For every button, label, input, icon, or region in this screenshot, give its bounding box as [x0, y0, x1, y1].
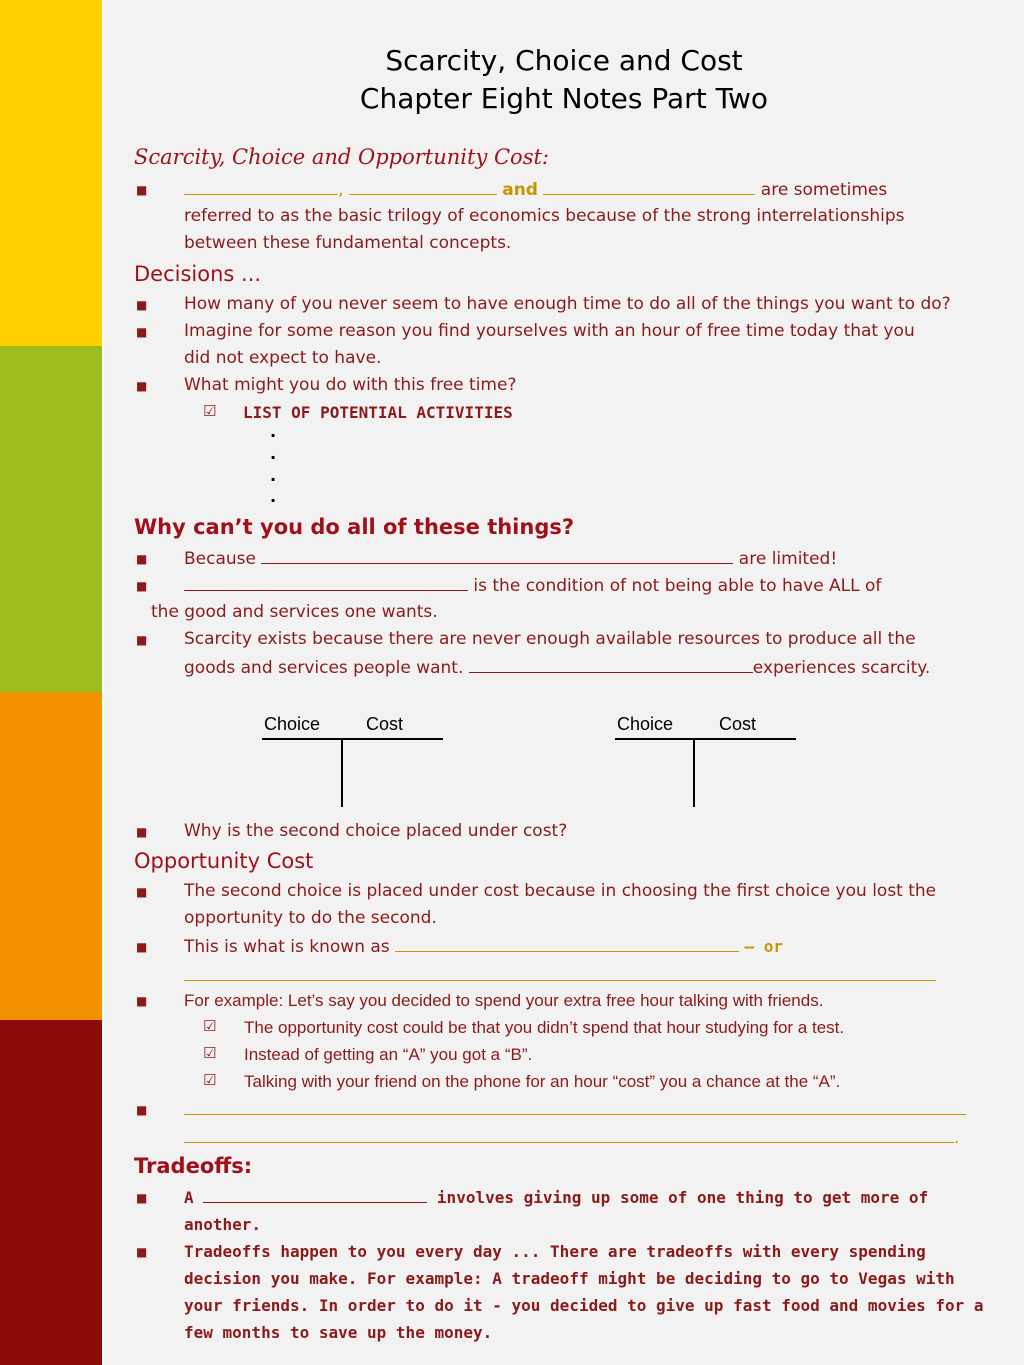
text: are sometimes — [760, 180, 888, 200]
t-chart-stem — [341, 740, 343, 807]
blank-underline — [395, 933, 739, 952]
t-chart-choice-label: Choice — [264, 714, 321, 734]
text: is the condition of not being able to have ALL of — [473, 576, 882, 596]
t-chart-choice-label: Choice — [617, 714, 674, 734]
or-text: – or — [744, 937, 783, 956]
square-bullet-icon: ■ — [136, 183, 148, 197]
blank-underline — [184, 572, 468, 591]
section-heading-opportunity-cost: Opportunity Cost — [134, 849, 314, 873]
text-line: Tradeoffs happen to you every day ... There are tradeoffs with every spending — [184, 1242, 926, 1261]
text-line: between these fundamental concepts. — [184, 233, 512, 253]
section-heading-why: Why can’t you do all of these things? — [134, 515, 575, 539]
text: are limited! — [738, 549, 838, 569]
square-bullet-icon: ■ — [136, 1191, 148, 1205]
text-line: Why is the second choice placed under cost? — [184, 821, 568, 841]
blank-underline — [543, 176, 755, 195]
square-bullet-icon: ■ — [136, 994, 148, 1008]
text-line: opportunity to do the second. — [184, 908, 437, 928]
page-subtitle: Chapter Eight Notes Part Two — [359, 82, 769, 115]
list-dot: . — [270, 422, 277, 441]
text-line: Scarcity exists because there are never enough available resources to produce all the — [184, 629, 916, 649]
checkbox-checked-icon: ☑ — [203, 1044, 217, 1062]
blank-underline — [349, 176, 497, 195]
t-chart-bar — [615, 738, 796, 740]
blank-underline — [184, 1096, 966, 1115]
text-line: The second choice is placed under cost because in choosing the first choice you lost the — [184, 881, 937, 901]
checkbox-checked-icon: ☑ — [203, 1071, 217, 1089]
stripe-divider — [102, 0, 104, 1365]
blank-line — [184, 1124, 959, 1152]
square-bullet-icon: ■ — [136, 552, 148, 566]
period: . — [954, 1128, 960, 1148]
checkbox-checked-icon: ☑ — [203, 1017, 217, 1035]
list-dot: . — [270, 444, 277, 463]
text-line — [184, 1184, 928, 1211]
section-heading-decisions: Decisions ... — [134, 262, 262, 286]
t-chart-cost-label: Cost — [719, 714, 757, 734]
text-line — [184, 933, 783, 961]
blank-underline — [184, 176, 338, 195]
square-bullet-icon: ■ — [136, 885, 148, 899]
page-title: Scarcity, Choice and Cost — [385, 44, 743, 77]
list-dot: . — [270, 466, 277, 485]
comma: , — [338, 180, 344, 200]
t-chart-stem — [693, 740, 695, 807]
text-line: the good and services one wants. — [151, 602, 438, 622]
activities-label: LIST OF POTENTIAL ACTIVITIES — [243, 403, 513, 422]
text-line: Talking with your friend on the phone for an hour “cost” you a chance at the “A”. — [244, 1072, 841, 1091]
text-line: few months to save up the money. — [184, 1323, 493, 1342]
blank-line — [184, 176, 887, 204]
list-dot: . — [270, 487, 277, 506]
blank-underline — [184, 962, 936, 981]
square-bullet-icon: ■ — [136, 633, 148, 647]
square-bullet-icon: ■ — [136, 1245, 148, 1259]
text: Because — [184, 549, 256, 569]
square-bullet-icon: ■ — [136, 579, 148, 593]
green-stripe — [0, 346, 102, 692]
text-line: Imagine for some reason you find yourselves with an hour of free time today that you — [184, 321, 915, 341]
yellow-stripe — [0, 0, 102, 346]
text: goods and services people want. — [184, 658, 464, 678]
text-line: decision you make. For example: A tradeoff might be deciding to go to Vegas with — [184, 1269, 955, 1288]
orange-stripe — [0, 692, 102, 1020]
text: experiences scarcity. — [752, 658, 931, 678]
blank-underline — [203, 1184, 427, 1203]
text-line: For example: Let’s say you decided to spend your extra free hour talking with friends. — [184, 991, 824, 1010]
text-line: your friends. In order to do it - you decided to give up fast food and movies for a — [184, 1296, 984, 1315]
text-line — [184, 654, 930, 682]
square-bullet-icon: ■ — [136, 940, 148, 954]
text-line: did not expect to have. — [184, 348, 382, 368]
t-chart-cost-label: Cost — [366, 714, 404, 734]
maroon-stripe — [0, 1020, 102, 1365]
square-bullet-icon: ■ — [136, 825, 148, 839]
text-line: How many of you never seem to have enough time to do all of the things you want to do? — [184, 294, 951, 314]
text-line — [184, 572, 881, 600]
text-line: referred to as the basic trilogy of economics because of the strong interrelationships — [184, 206, 905, 226]
section-heading-tradeoffs: Tradeoffs: — [134, 1154, 253, 1178]
blank-underline — [469, 654, 753, 673]
text: A — [184, 1188, 194, 1207]
text-line — [184, 545, 837, 573]
square-bullet-icon: ■ — [136, 298, 148, 312]
square-bullet-icon: ■ — [136, 1103, 148, 1117]
blank-underline — [184, 1124, 954, 1143]
section-heading-scarcity: Scarcity, Choice and Opportunity Cost: — [134, 145, 549, 169]
t-chart-bar — [262, 738, 443, 740]
checkbox-checked-icon: ☑ — [203, 402, 217, 420]
square-bullet-icon: ■ — [136, 379, 148, 393]
text-line: The opportunity cost could be that you didn’t spend that hour studying for a test. — [244, 1018, 845, 1037]
text: This is what is known as — [184, 937, 390, 957]
text: involves giving up some of one thing to get more of — [436, 1188, 929, 1207]
square-bullet-icon: ■ — [136, 325, 148, 339]
blank-line — [184, 962, 936, 990]
text-line: Instead of getting an “A” you got a “B”. — [244, 1045, 533, 1064]
text-line: What might you do with this free time? — [184, 375, 517, 395]
text-line: another. — [184, 1215, 262, 1234]
blank-underline — [261, 545, 733, 564]
and-text: and — [502, 180, 538, 200]
blank-line — [184, 1096, 966, 1124]
